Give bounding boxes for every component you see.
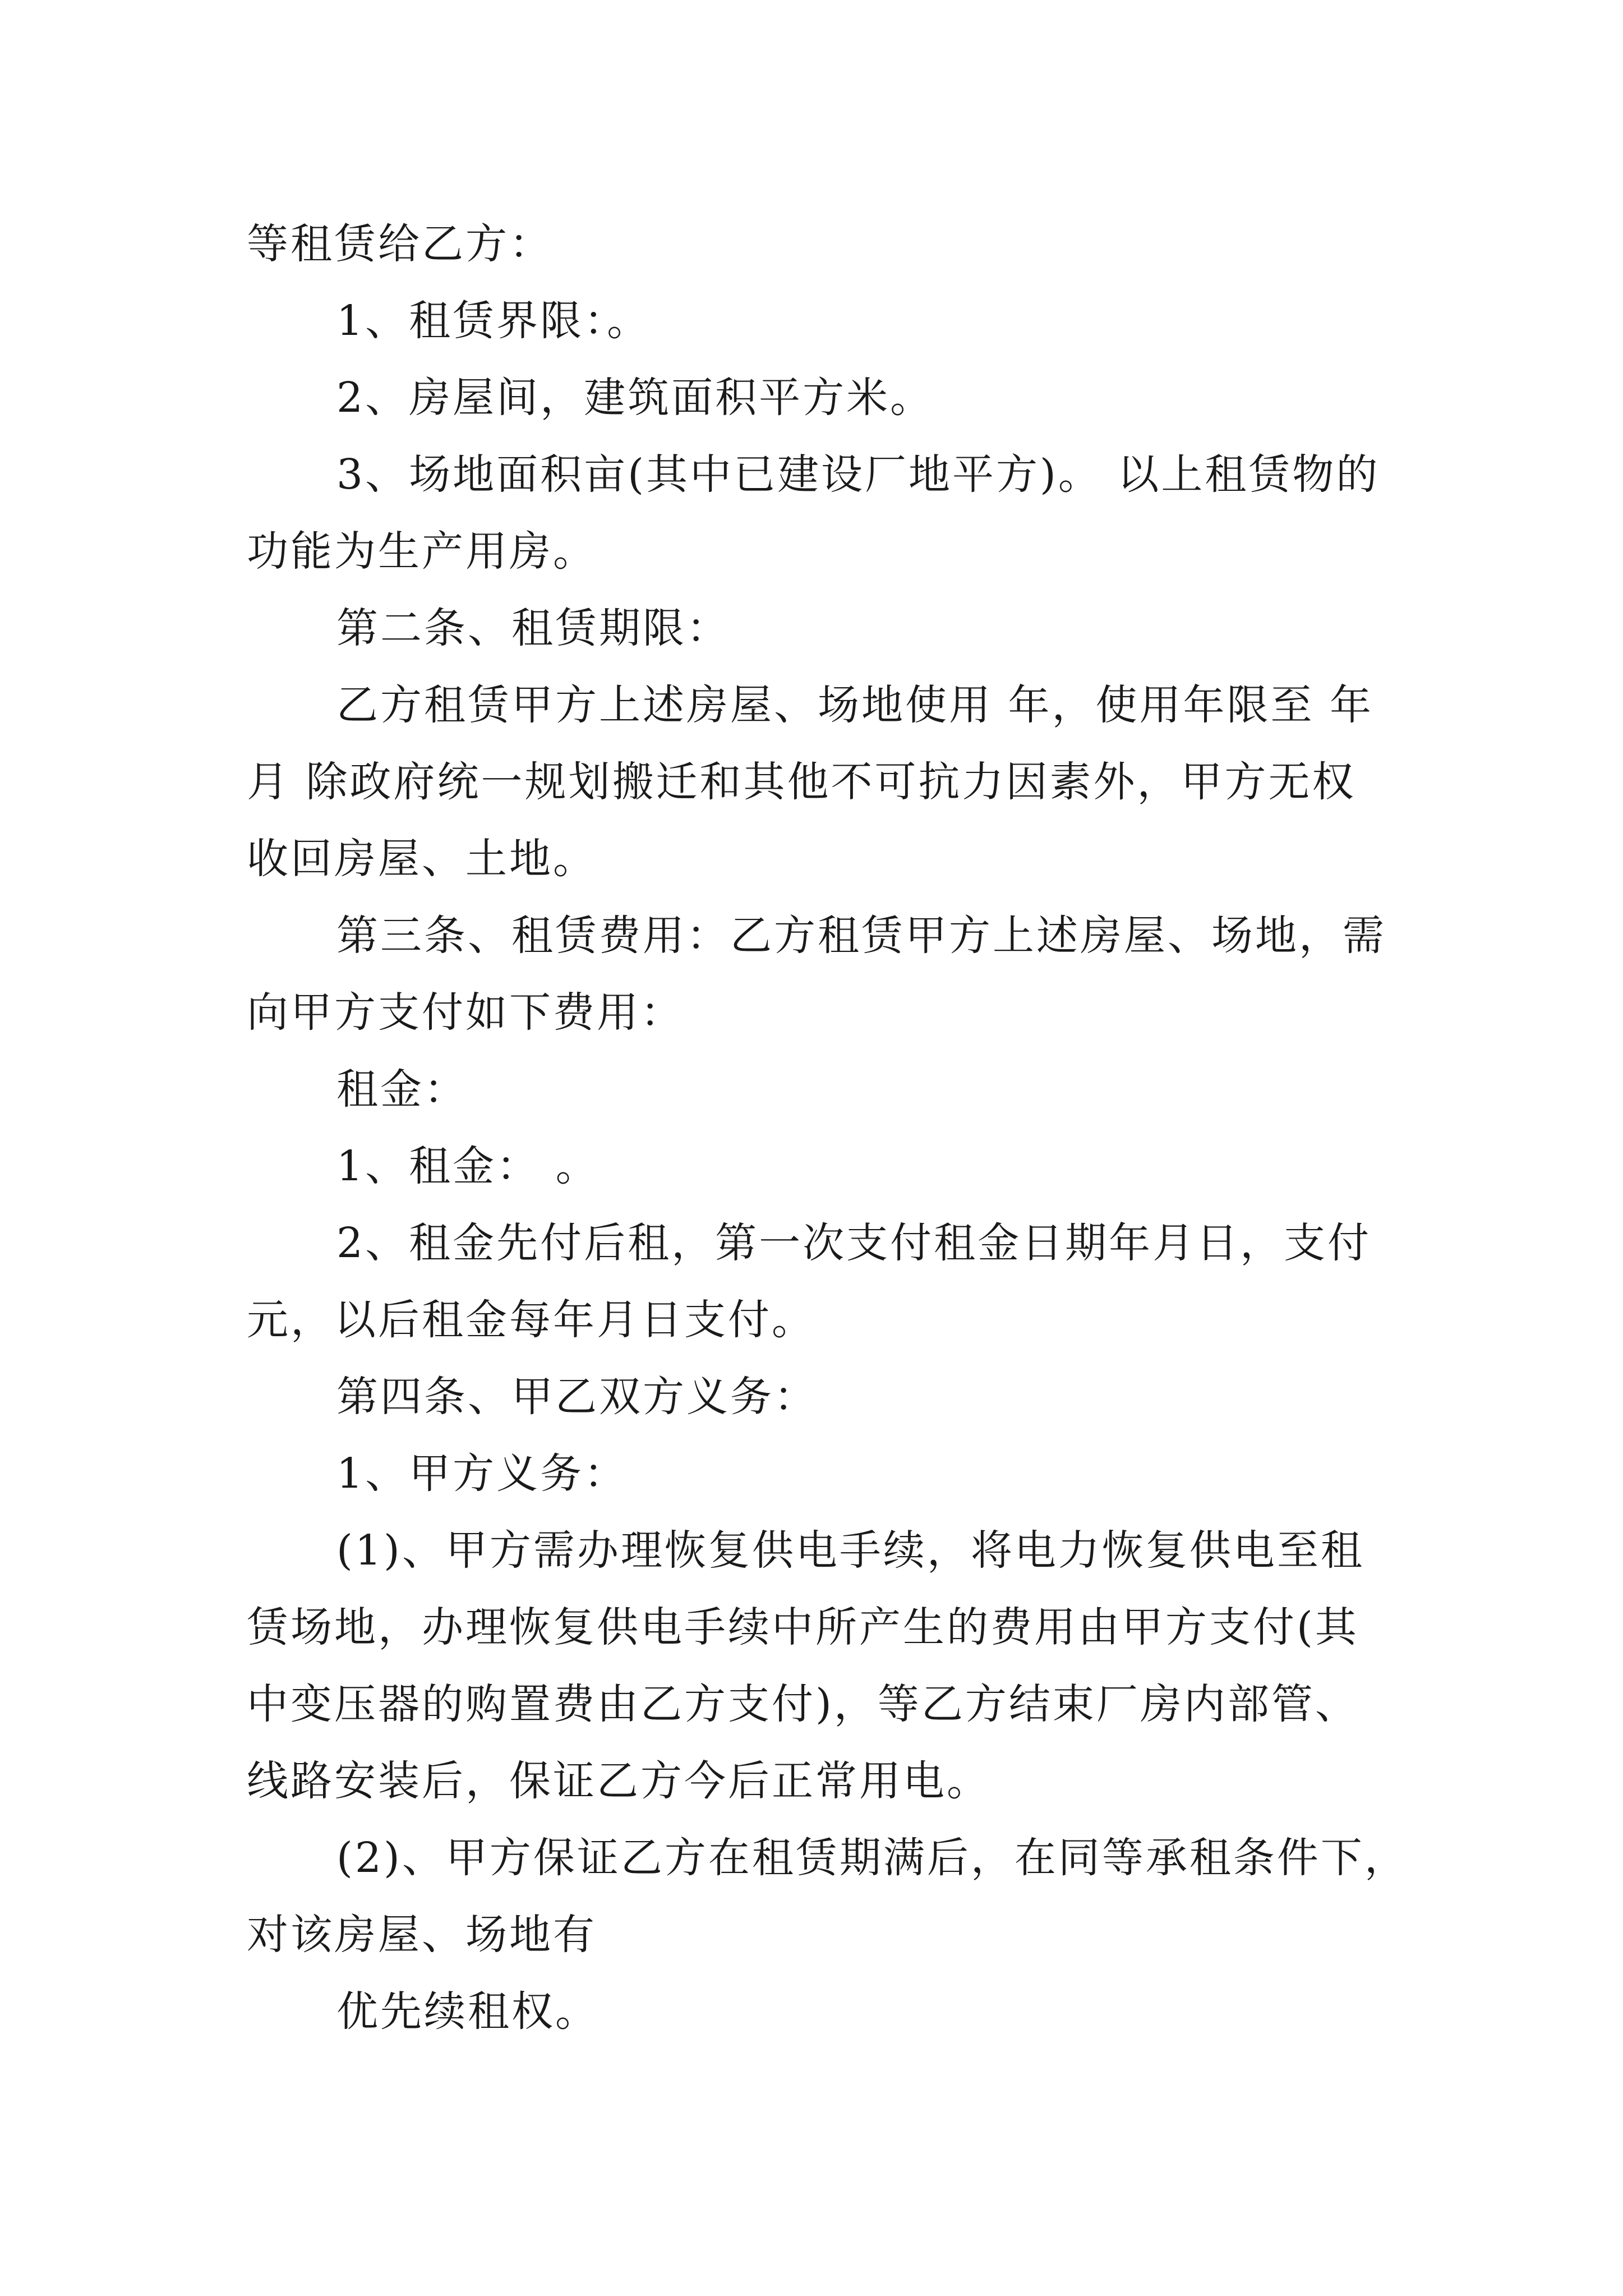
text-line: 对该房屋、场地有 bbox=[247, 1911, 597, 1959]
text-line: 第四条、甲乙双方义务： bbox=[336, 1373, 818, 1421]
text-line: 2、房屋间，建筑面积平方米。 bbox=[336, 374, 934, 422]
text-line: 1、租赁界限：。 bbox=[336, 297, 651, 345]
text-line: 功能为生产用房。 bbox=[247, 527, 597, 576]
text-line: 乙方租赁甲方上述房屋、场地使用 年，使用年限至 年 bbox=[336, 681, 1374, 729]
text-line: 1、甲方义务： bbox=[336, 1450, 628, 1498]
text-line: (2)、甲方保证乙方在租赁期满后，在同等承租条件下， bbox=[336, 1834, 1408, 1882]
text-line: 2、租金先付后租，第一次支付租金日期年月日，支付 bbox=[336, 1219, 1372, 1267]
text-line: 向甲方支付如下费用： bbox=[247, 988, 684, 1037]
text-line: (1)、甲方需办理恢复供电手续，将电力恢复供电至租 bbox=[336, 1526, 1364, 1575]
text-line: 赁场地，办理恢复供电手续中所产生的费用由甲方支付(其 bbox=[247, 1603, 1359, 1651]
text-line: 第三条、租赁费用：乙方租赁甲方上述房屋、场地，需 bbox=[336, 912, 1386, 960]
text-line: 线路安装后，保证乙方今后正常用电。 bbox=[247, 1757, 990, 1805]
text-line: 元，以后租金每年月日支付。 bbox=[247, 1296, 815, 1344]
text-line: 中变压器的购置费由乙方支付)，等乙方结束厂房内部管、 bbox=[247, 1680, 1359, 1728]
text-line: 优先续租权。 bbox=[336, 1987, 599, 2036]
text-line: 3、场地面积亩(其中已建设厂地平方)。 以上租赁物的 bbox=[336, 450, 1380, 499]
text-line: 1、租金： 。 bbox=[336, 1142, 600, 1190]
text-line: 等租赁给乙方： bbox=[247, 220, 553, 268]
text-line: 租金： bbox=[336, 1065, 468, 1114]
text-line: 第二条、租赁期限： bbox=[336, 604, 730, 652]
text-line: 收回房屋、土地。 bbox=[247, 835, 597, 883]
text-line: 月 除政府统一规划搬迁和其他不可抗力因素外，甲方无权 bbox=[247, 758, 1356, 806]
